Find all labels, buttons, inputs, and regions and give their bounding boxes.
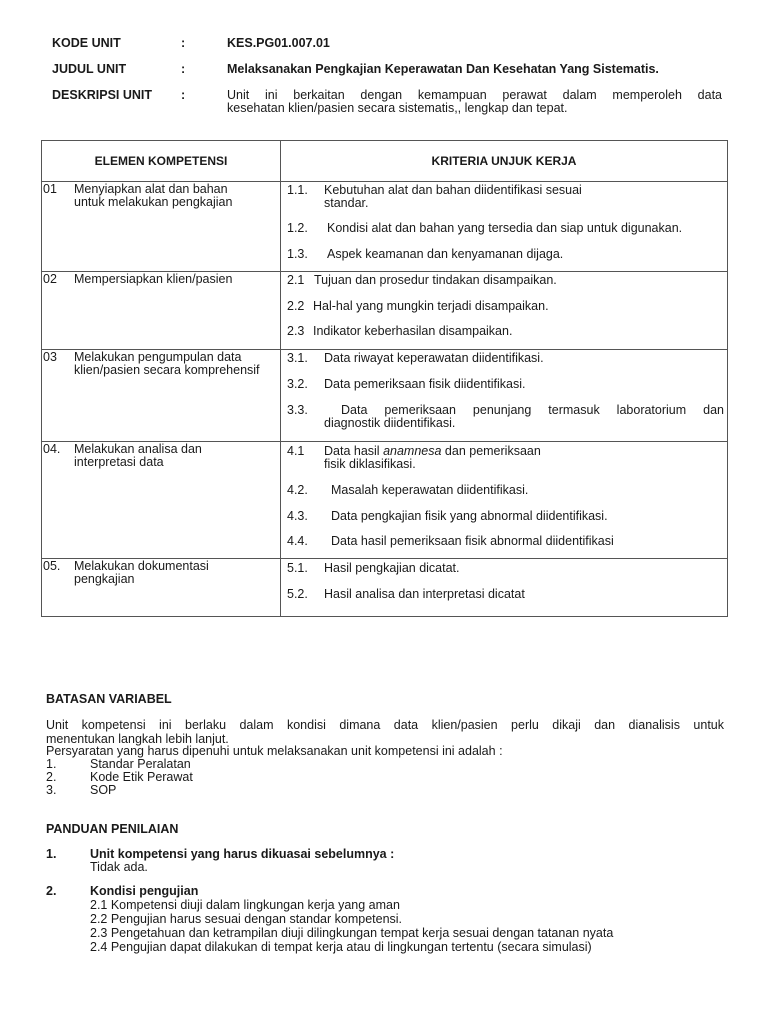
- kriteria-text: Masalah keperawatan diidentifikasi.: [331, 483, 529, 497]
- table-row: [42, 350, 728, 442]
- kriteria-text: standar.: [324, 196, 369, 210]
- deskripsi-unit-colon: :: [181, 88, 186, 102]
- panduan-section-title: Kondisi pengujian: [90, 884, 199, 898]
- kriteria-text: Indikator keberhasilan disampaikan.: [313, 324, 513, 338]
- kriteria-number: 4.1: [287, 444, 305, 458]
- batasan-list-number: 2.: [46, 770, 57, 784]
- kriteria-cell: [281, 350, 728, 442]
- elemen-number: 01: [43, 182, 57, 196]
- kriteria-number: 1.1.: [287, 183, 308, 197]
- kriteria-text: Kebutuhan alat dan bahan diidentifikasi sesuai: [324, 183, 582, 197]
- batasan-list-number: 1.: [46, 757, 57, 771]
- kondisi-pengujian-item: 2.4 Pengujian dapat dilakukan di tempat kerja atau di lingkungan tertentu (secara simulasi): [90, 940, 592, 954]
- kriteria-text: diagnostik diidentifikasi.: [324, 416, 456, 430]
- kode-unit-value: KES.PG01.007.01: [227, 36, 330, 50]
- panduan-penilaian-title: PANDUAN PENILAIAN: [46, 822, 179, 836]
- kriteria-text: Hasil analisa dan interpretasi dicatat: [324, 587, 525, 601]
- kriteria-number: 4.3.: [287, 509, 308, 523]
- kriteria-number: 1.2.: [287, 221, 308, 235]
- kriteria-number: 5.2.: [287, 587, 308, 601]
- batasan-list-number: 3.: [46, 783, 57, 797]
- kriteria-text-part: dan pemeriksaan: [441, 444, 541, 458]
- panduan-section-number: 2.: [46, 884, 57, 898]
- elemen-text: Melakukan dokumentasi: [74, 559, 209, 573]
- table-row: [42, 559, 728, 617]
- kriteria-number: 4.2.: [287, 483, 308, 497]
- elemen-cell: [42, 272, 281, 350]
- table-row: [42, 272, 728, 350]
- elemen-cell: [42, 182, 281, 272]
- kriteria-text: Data pengkajian fisik yang abnormal diidentifikasi.: [331, 509, 608, 523]
- kriteria-text-italic: anamnesa: [383, 444, 442, 458]
- kriteria-number: 3.1.: [287, 351, 308, 365]
- table-row: [42, 182, 728, 272]
- kriteria-number: 1.3.: [287, 247, 308, 261]
- kondisi-pengujian-item: 2.3 Pengetahuan dan ketrampilan diuji dilingkungan tempat kerja sesuai dengan tatanan nyata: [90, 926, 614, 940]
- elemen-text: untuk melakukan pengkajian: [74, 195, 233, 209]
- deskripsi-unit-line2: kesehatan klien/pasien secara sistematis,, lengkap dan tepat.: [227, 101, 568, 115]
- kriteria-text: Kondisi alat dan bahan yang tersedia dan siap untuk digunakan.: [327, 221, 683, 235]
- kriteria-number: 5.1.: [287, 561, 308, 575]
- elemen-number: 04.: [43, 442, 61, 456]
- elemen-text: klien/pasien secara komprehensif: [74, 363, 260, 377]
- kode-unit-colon: :: [181, 36, 186, 50]
- batasan-list-item: Kode Etik Perawat: [90, 770, 193, 784]
- elemen-cell: [42, 559, 281, 617]
- batasan-list-item: Standar Peralatan: [90, 757, 191, 771]
- kriteria-number: 4.4.: [287, 534, 308, 548]
- panduan-section-number: 1.: [46, 847, 57, 861]
- kriteria-text: fisik diklasifikasi.: [324, 457, 416, 471]
- deskripsi-unit-line1: Unit ini berkaitan dengan kemampuan perawat dalam memperoleh data: [227, 88, 722, 102]
- kriteria-text: Hasil pengkajian dicatat.: [324, 561, 460, 575]
- kriteria-number: 2.2: [287, 299, 305, 313]
- judul-unit-colon: :: [181, 62, 186, 76]
- elemen-number: 05.: [43, 559, 61, 573]
- batasan-list-item: SOP: [90, 783, 117, 797]
- batasan-variabel-title: BATASAN VARIABEL: [46, 692, 172, 706]
- kondisi-pengujian-item: 2.1 Kompetensi diuji dalam lingkungan kerja yang aman: [90, 898, 400, 912]
- kriteria-text: Data pemeriksaan penunjang termasuk laboratorium dan: [341, 403, 724, 417]
- kriteria-number: 3.2.: [287, 377, 308, 391]
- batasan-paragraph-line1: Unit kompetensi ini berlaku dalam kondisi dimana data klien/pasien perlu dikaji dan dianalisis untuk: [46, 718, 724, 732]
- batasan-paragraph-2: Persyaratan yang harus dipenuhi untuk melaksanakan unit kompetensi ini adalah :: [46, 744, 503, 758]
- elemen-kompetensi-header: ELEMEN KOMPETENSI: [42, 141, 281, 182]
- elemen-text: Menyiapkan alat dan bahan: [74, 182, 228, 196]
- elemen-text: Mempersiapkan klien/pasien: [74, 272, 233, 286]
- deskripsi-unit-label: DESKRIPSI UNIT: [52, 88, 153, 102]
- kriteria-text: Data hasil pemeriksaan fisik abnormal diidentifikasi: [331, 534, 614, 548]
- kriteria-number: 2.3: [287, 324, 305, 338]
- kriteria-text-part: Data hasil: [324, 444, 384, 458]
- elemen-text: pengkajian: [74, 572, 135, 586]
- elemen-number: 03: [43, 350, 57, 364]
- elemen-text: interpretasi data: [74, 455, 164, 469]
- kriteria-text: Aspek keamanan dan kenyamanan dijaga.: [327, 247, 564, 261]
- kriteria-cell: [281, 559, 728, 617]
- batasan-paragraph-line2: menentukan langkah lebih lanjut.: [46, 732, 229, 746]
- elemen-text: Melakukan pengumpulan data: [74, 350, 242, 364]
- kriteria-cell: [281, 182, 728, 272]
- elemen-cell: [42, 350, 281, 442]
- kriteria-text: Data riwayat keperawatan diidentifikasi.: [324, 351, 544, 365]
- kriteria-cell: [281, 442, 728, 559]
- panduan-section-title: Unit kompetensi yang harus dikuasai sebelumnya :: [90, 847, 395, 861]
- kondisi-pengujian-item: 2.2 Pengujian harus sesuai dengan standar kompetensi.: [90, 912, 403, 926]
- kriteria-cell: [281, 272, 728, 350]
- panduan-section-body: Tidak ada.: [90, 860, 148, 874]
- kompetensi-table: [41, 140, 728, 617]
- kriteria-text: Hal-hal yang mungkin terjadi disampaikan.: [313, 299, 549, 313]
- elemen-number: 02: [43, 272, 57, 286]
- kriteria-text: Tujuan dan prosedur tindakan disampaikan.: [314, 273, 557, 287]
- kriteria-number: 2.1: [287, 273, 305, 287]
- judul-unit-label: JUDUL UNIT: [52, 62, 127, 76]
- judul-unit-value: Melaksanakan Pengkajian Keperawatan Dan Kesehatan Yang Sistematis.: [227, 62, 659, 76]
- kriteria-text: [324, 444, 541, 458]
- table-header-row: [42, 141, 728, 182]
- elemen-text: Melakukan analisa dan: [74, 442, 202, 456]
- table-row: [42, 442, 728, 559]
- kriteria-text: Data pemeriksaan fisik diidentifikasi.: [324, 377, 526, 391]
- elemen-cell: [42, 442, 281, 559]
- kriteria-number: 3.3.: [287, 403, 308, 417]
- kode-unit-label: KODE UNIT: [52, 36, 121, 50]
- kriteria-unjuk-kerja-header: KRITERIA UNJUK KERJA: [281, 141, 728, 182]
